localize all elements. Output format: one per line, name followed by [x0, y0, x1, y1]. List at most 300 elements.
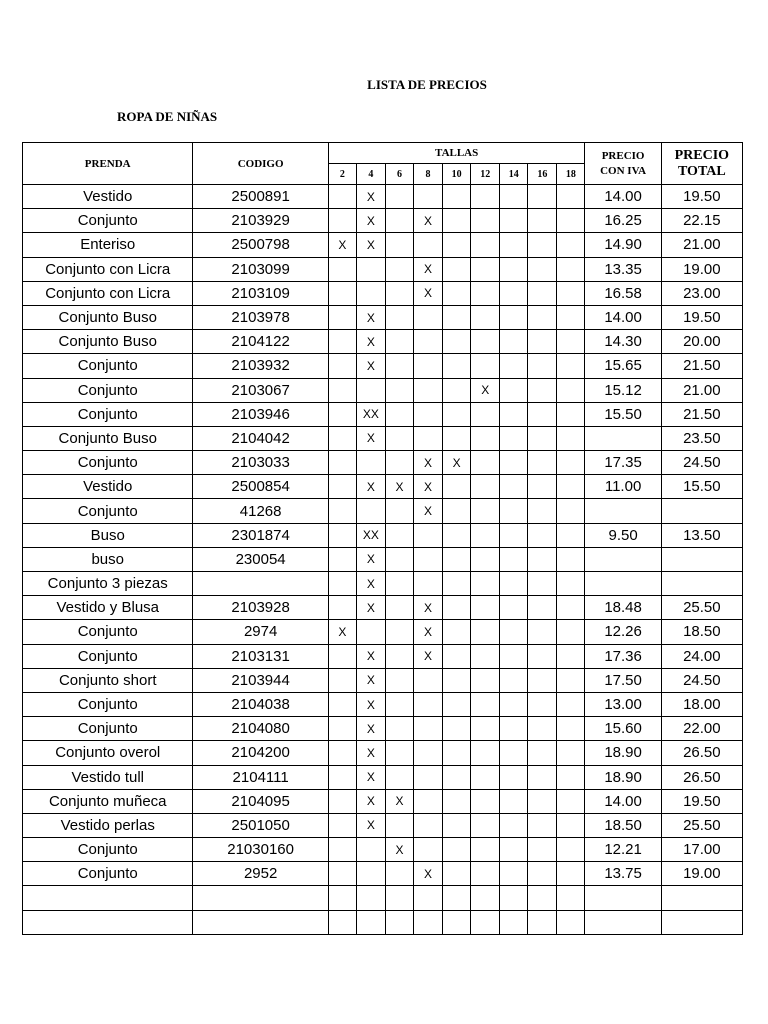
size-cell-18 [557, 378, 585, 402]
size-cell-12 [471, 499, 500, 523]
size-header-4: 4 [356, 164, 385, 185]
size-cell-2 [328, 426, 356, 450]
size-cell-14 [500, 475, 528, 499]
size-cell-10 [443, 499, 471, 523]
size-cell-14 [500, 547, 528, 571]
size-cell-16 [528, 862, 557, 886]
precio-total-cell: 21.50 [661, 402, 742, 426]
size-cell-18 [557, 426, 585, 450]
codigo-cell: 2500891 [193, 185, 328, 209]
precio-total-cell [661, 547, 742, 571]
size-header-14: 14 [500, 164, 528, 185]
size-cell-8: X [414, 209, 443, 233]
prenda-cell: Conjunto [23, 499, 193, 523]
size-cell-6 [385, 596, 413, 620]
size-cell-4: X [356, 813, 385, 837]
size-cell-14 [500, 499, 528, 523]
size-cell-8: X [414, 281, 443, 305]
size-cell-4: X [356, 547, 385, 571]
precio-total-cell: 21.00 [661, 378, 742, 402]
size-cell-12 [471, 281, 500, 305]
size-cell-8 [414, 354, 443, 378]
size-cell-12 [471, 717, 500, 741]
size-cell-14 [500, 813, 528, 837]
size-cell-4 [356, 620, 385, 644]
prenda-cell: Conjunto [23, 862, 193, 886]
size-cell-10 [443, 281, 471, 305]
header-precio-total-line2: TOTAL [677, 163, 726, 179]
size-cell-6 [385, 717, 413, 741]
size-cell-10 [443, 257, 471, 281]
precio-total-cell: 24.50 [661, 668, 742, 692]
prenda-cell: Vestido perlas [23, 813, 193, 837]
size-cell-2 [328, 257, 356, 281]
header-prenda: PRENDA [23, 143, 193, 185]
document-title: LISTA DE PRECIOS [367, 77, 487, 92]
size-cell-8: X [414, 257, 443, 281]
size-cell-16 [528, 426, 557, 450]
table-row [23, 354, 743, 378]
precio-iva-cell [585, 886, 661, 910]
size-cell-16 [528, 910, 557, 934]
size-cell-14 [500, 644, 528, 668]
size-cell-18 [557, 862, 585, 886]
precio-iva-cell: 15.50 [585, 402, 661, 426]
size-cell-2 [328, 523, 356, 547]
size-cell-10 [443, 910, 471, 934]
codigo-cell: 230054 [193, 547, 328, 571]
size-cell-14 [500, 838, 528, 862]
size-cell-16 [528, 838, 557, 862]
size-cell-12 [471, 910, 500, 934]
prenda-cell [23, 886, 193, 910]
size-cell-8 [414, 305, 443, 329]
size-cell-2 [328, 813, 356, 837]
table-row [23, 451, 743, 475]
codigo-cell: 2103067 [193, 378, 328, 402]
size-header-10: 10 [443, 164, 471, 185]
size-cell-2 [328, 717, 356, 741]
codigo-cell: 2103978 [193, 305, 328, 329]
size-cell-10 [443, 886, 471, 910]
size-cell-6 [385, 499, 413, 523]
size-cell-6 [385, 765, 413, 789]
size-cell-14 [500, 523, 528, 547]
size-cell-10 [443, 523, 471, 547]
table-row [23, 668, 743, 692]
size-cell-6 [385, 523, 413, 547]
size-cell-4 [356, 257, 385, 281]
precio-total-cell: 23.00 [661, 281, 742, 305]
precio-total-cell: 19.50 [661, 305, 742, 329]
size-cell-4: X [356, 668, 385, 692]
size-cell-14 [500, 862, 528, 886]
size-cell-10 [443, 475, 471, 499]
size-header-12: 12 [471, 164, 500, 185]
precio-iva-cell: 14.30 [585, 330, 661, 354]
precio-total-cell: 19.50 [661, 185, 742, 209]
size-header-18: 18 [557, 164, 585, 185]
size-cell-4: X [356, 789, 385, 813]
size-cell-12 [471, 862, 500, 886]
precio-total-cell: 22.15 [661, 209, 742, 233]
precio-iva-cell [585, 426, 661, 450]
size-cell-8 [414, 765, 443, 789]
size-cell-14 [500, 402, 528, 426]
size-cell-2 [328, 499, 356, 523]
size-cell-6 [385, 209, 413, 233]
size-cell-8 [414, 838, 443, 862]
size-cell-10 [443, 765, 471, 789]
size-cell-4: X [356, 572, 385, 596]
size-cell-18 [557, 838, 585, 862]
size-cell-10 [443, 789, 471, 813]
codigo-cell: 2103946 [193, 402, 328, 426]
precio-total-cell: 13.50 [661, 523, 742, 547]
precio-total-cell: 24.50 [661, 451, 742, 475]
size-cell-16 [528, 378, 557, 402]
prenda-cell: Conjunto 3 piezas [23, 572, 193, 596]
size-cell-16 [528, 451, 557, 475]
size-cell-14 [500, 305, 528, 329]
precio-iva-cell: 11.00 [585, 475, 661, 499]
size-cell-12 [471, 692, 500, 716]
size-cell-8 [414, 668, 443, 692]
size-cell-18 [557, 354, 585, 378]
precio-total-cell [661, 499, 742, 523]
size-cell-4: X [356, 692, 385, 716]
codigo-cell: 2104038 [193, 692, 328, 716]
size-cell-12: X [471, 378, 500, 402]
size-cell-8: X [414, 451, 443, 475]
precio-iva-cell: 18.50 [585, 813, 661, 837]
prenda-cell: Conjunto Buso [23, 426, 193, 450]
size-cell-10 [443, 305, 471, 329]
size-cell-2 [328, 475, 356, 499]
table-row [23, 233, 743, 257]
size-cell-18 [557, 765, 585, 789]
size-cell-6 [385, 547, 413, 571]
precio-total-cell: 15.50 [661, 475, 742, 499]
size-cell-12 [471, 668, 500, 692]
size-cell-4: X [356, 233, 385, 257]
size-cell-18 [557, 523, 585, 547]
size-cell-14 [500, 330, 528, 354]
size-cell-2 [328, 185, 356, 209]
table-row [23, 402, 743, 426]
size-cell-18 [557, 451, 585, 475]
size-cell-8 [414, 330, 443, 354]
prenda-cell: Conjunto overol [23, 741, 193, 765]
prenda-cell: Conjunto [23, 692, 193, 716]
size-cell-18 [557, 475, 585, 499]
precio-total-cell: 18.00 [661, 692, 742, 716]
prenda-cell: Conjunto [23, 378, 193, 402]
size-cell-18 [557, 233, 585, 257]
size-cell-14 [500, 910, 528, 934]
prenda-cell: Conjunto [23, 838, 193, 862]
precio-iva-cell: 16.58 [585, 281, 661, 305]
size-cell-2 [328, 789, 356, 813]
size-cell-12 [471, 789, 500, 813]
precio-total-cell: 25.50 [661, 596, 742, 620]
size-cell-6 [385, 910, 413, 934]
size-cell-16 [528, 596, 557, 620]
size-cell-2 [328, 862, 356, 886]
precio-iva-cell: 9.50 [585, 523, 661, 547]
size-cell-14 [500, 451, 528, 475]
size-cell-14 [500, 209, 528, 233]
precio-iva-cell: 18.48 [585, 596, 661, 620]
size-cell-12 [471, 305, 500, 329]
size-cell-6 [385, 233, 413, 257]
size-cell-18 [557, 547, 585, 571]
size-cell-16 [528, 547, 557, 571]
size-cell-18 [557, 305, 585, 329]
size-cell-2 [328, 692, 356, 716]
size-cell-10 [443, 741, 471, 765]
prenda-cell: Conjunto muñeca [23, 789, 193, 813]
size-cell-2 [328, 354, 356, 378]
precio-iva-cell: 15.60 [585, 717, 661, 741]
document-subtitle: ROPA DE NIÑAS [117, 109, 218, 124]
size-cell-8 [414, 813, 443, 837]
size-cell-14 [500, 257, 528, 281]
size-cell-12 [471, 572, 500, 596]
size-cell-18 [557, 596, 585, 620]
header-precio-iva-line2: CON IVA [600, 164, 647, 177]
size-cell-4 [356, 886, 385, 910]
size-cell-2 [328, 838, 356, 862]
size-cell-6 [385, 644, 413, 668]
codigo-cell: 41268 [193, 499, 328, 523]
size-cell-18 [557, 402, 585, 426]
size-cell-8 [414, 692, 443, 716]
size-cell-12 [471, 185, 500, 209]
size-cell-16 [528, 644, 557, 668]
precio-iva-cell: 14.90 [585, 233, 661, 257]
prenda-cell: Conjunto con Licra [23, 281, 193, 305]
size-cell-16 [528, 499, 557, 523]
size-cell-4 [356, 378, 385, 402]
table-row [23, 330, 743, 354]
size-cell-16 [528, 330, 557, 354]
size-cell-8 [414, 547, 443, 571]
size-cell-14 [500, 789, 528, 813]
size-cell-16 [528, 717, 557, 741]
size-cell-10 [443, 644, 471, 668]
precio-iva-cell: 13.00 [585, 692, 661, 716]
size-cell-16 [528, 402, 557, 426]
codigo-cell: 2104095 [193, 789, 328, 813]
price-table-body [23, 185, 743, 935]
size-cell-8 [414, 426, 443, 450]
precio-total-cell: 17.00 [661, 838, 742, 862]
size-cell-10 [443, 862, 471, 886]
precio-total-cell [661, 910, 742, 934]
size-cell-10 [443, 330, 471, 354]
precio-iva-cell: 13.75 [585, 862, 661, 886]
size-cell-10 [443, 572, 471, 596]
precio-iva-cell [585, 910, 661, 934]
size-cell-10 [443, 426, 471, 450]
codigo-cell [193, 572, 328, 596]
size-cell-4: X [356, 185, 385, 209]
precio-iva-cell: 17.35 [585, 451, 661, 475]
header-precio-iva [585, 143, 661, 185]
precio-iva-cell [585, 499, 661, 523]
size-cell-2 [328, 281, 356, 305]
header-precio-total-line1: PRECIO [674, 147, 730, 163]
size-cell-12 [471, 644, 500, 668]
size-cell-12 [471, 765, 500, 789]
size-cell-8 [414, 378, 443, 402]
size-cell-16 [528, 620, 557, 644]
prenda-cell: Vestido tull [23, 765, 193, 789]
size-cell-14 [500, 668, 528, 692]
table-row [23, 378, 743, 402]
header-precio-iva-line1: PRECIO [601, 149, 645, 162]
size-cell-14 [500, 378, 528, 402]
table-row [23, 765, 743, 789]
size-cell-8 [414, 402, 443, 426]
size-cell-6 [385, 572, 413, 596]
precio-iva-cell: 14.00 [585, 789, 661, 813]
size-cell-6 [385, 741, 413, 765]
precio-total-cell: 24.00 [661, 644, 742, 668]
size-cell-4: X [356, 765, 385, 789]
prenda-cell: Conjunto con Licra [23, 257, 193, 281]
size-cell-10 [443, 596, 471, 620]
codigo-cell: 2103099 [193, 257, 328, 281]
size-cell-12 [471, 426, 500, 450]
size-cell-12 [471, 354, 500, 378]
prenda-cell: Vestido [23, 475, 193, 499]
size-cell-8: X [414, 644, 443, 668]
size-cell-16 [528, 209, 557, 233]
size-cell-16 [528, 257, 557, 281]
size-cell-8 [414, 886, 443, 910]
size-cell-14 [500, 692, 528, 716]
size-cell-14 [500, 233, 528, 257]
codigo-cell: 2103932 [193, 354, 328, 378]
size-cell-12 [471, 475, 500, 499]
size-cell-6 [385, 354, 413, 378]
precio-iva-cell: 17.36 [585, 644, 661, 668]
codigo-cell: 2103033 [193, 451, 328, 475]
size-cell-6 [385, 281, 413, 305]
size-cell-14 [500, 886, 528, 910]
table-row [23, 813, 743, 837]
size-cell-16 [528, 741, 557, 765]
prenda-cell: Conjunto [23, 402, 193, 426]
codigo-cell: 2103944 [193, 668, 328, 692]
size-cell-14 [500, 354, 528, 378]
table-row [23, 862, 743, 886]
codigo-cell [193, 910, 328, 934]
table-row [23, 209, 743, 233]
size-cell-18 [557, 330, 585, 354]
size-cell-2 [328, 886, 356, 910]
size-cell-8 [414, 789, 443, 813]
size-cell-8: X [414, 499, 443, 523]
size-cell-6 [385, 668, 413, 692]
size-cell-6 [385, 402, 413, 426]
precio-iva-cell: 15.65 [585, 354, 661, 378]
size-cell-10: X [443, 451, 471, 475]
size-cell-4: X [356, 305, 385, 329]
codigo-cell: 2104080 [193, 717, 328, 741]
size-cell-4 [356, 451, 385, 475]
precio-total-cell [661, 572, 742, 596]
size-cell-14 [500, 765, 528, 789]
prenda-cell: Buso [23, 523, 193, 547]
size-cell-16 [528, 668, 557, 692]
size-cell-2 [328, 572, 356, 596]
codigo-cell: 2952 [193, 862, 328, 886]
size-cell-12 [471, 813, 500, 837]
size-cell-10 [443, 692, 471, 716]
precio-total-cell: 25.50 [661, 813, 742, 837]
size-cell-10 [443, 547, 471, 571]
size-cell-12 [471, 620, 500, 644]
size-cell-10 [443, 209, 471, 233]
size-header-6: 6 [385, 164, 413, 185]
size-cell-4: X [356, 596, 385, 620]
precio-iva-cell: 17.50 [585, 668, 661, 692]
size-cell-8 [414, 185, 443, 209]
precio-iva-cell: 14.00 [585, 185, 661, 209]
size-cell-4: X [356, 644, 385, 668]
codigo-cell: 2104111 [193, 765, 328, 789]
size-cell-4: XX [356, 523, 385, 547]
size-cell-16 [528, 572, 557, 596]
size-cell-16 [528, 523, 557, 547]
prenda-cell: Conjunto [23, 451, 193, 475]
size-cell-2 [328, 330, 356, 354]
size-cell-2 [328, 741, 356, 765]
size-cell-10 [443, 813, 471, 837]
size-cell-14 [500, 596, 528, 620]
precio-iva-cell: 16.25 [585, 209, 661, 233]
size-cell-2 [328, 910, 356, 934]
size-cell-6 [385, 305, 413, 329]
size-cell-10 [443, 233, 471, 257]
size-cell-10 [443, 354, 471, 378]
size-cell-8: X [414, 862, 443, 886]
table-row [23, 523, 743, 547]
size-cell-10 [443, 185, 471, 209]
precio-total-cell: 18.50 [661, 620, 742, 644]
size-cell-6 [385, 330, 413, 354]
size-cell-12 [471, 838, 500, 862]
prenda-cell: buso [23, 547, 193, 571]
precio-total-cell: 21.50 [661, 354, 742, 378]
precio-iva-cell: 13.35 [585, 257, 661, 281]
codigo-cell: 2501050 [193, 813, 328, 837]
size-cell-14 [500, 717, 528, 741]
size-cell-18 [557, 257, 585, 281]
size-cell-18 [557, 717, 585, 741]
table-row [23, 692, 743, 716]
table-row [23, 572, 743, 596]
prenda-cell: Conjunto [23, 717, 193, 741]
size-cell-12 [471, 257, 500, 281]
precio-iva-cell: 18.90 [585, 741, 661, 765]
size-cell-4: X [356, 209, 385, 233]
precio-total-cell: 26.50 [661, 765, 742, 789]
size-cell-6 [385, 378, 413, 402]
